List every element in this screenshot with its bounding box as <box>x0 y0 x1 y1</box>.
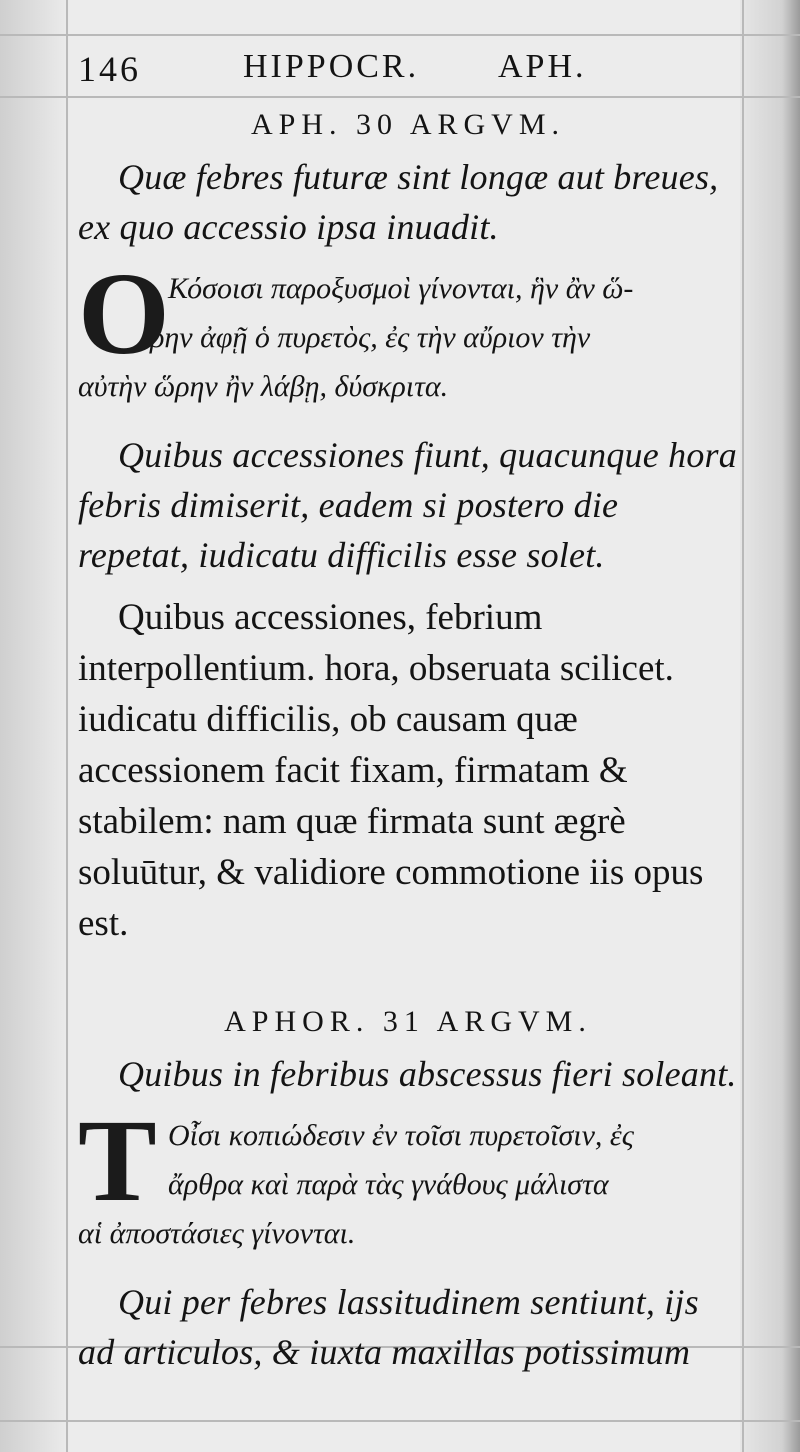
page-edge-shadow <box>740 0 800 1452</box>
aphorism-31-heading: APHOR. 31 ARGVM. <box>224 1005 592 1038</box>
greek-line: ρην ἀφῇ ὁ πυρετὸς, ἐς τὴν αὔριον τὴν <box>150 321 591 354</box>
aphorism-31-greek-text <box>78 1095 738 1259</box>
aphorism-30-commentary: Quibus accessiones, febrium interpollentium. hora, obseruata scilicet. iudicatu difficilis, ob causam quæ accessionem facit fixam, firmatam & stabilem: nam quæ firmata sunt ægrè soluūtur, & validiore commotione iis opus est. <box>78 597 704 944</box>
aphorism-31-latin-translation: Qui per febres lassitudinem sentiunt, ijs ad articulos, & iuxta maxillas potissimum <box>78 1282 699 1372</box>
greek-line: Οἶσι κοπιώδεσιν ἐν τοῖσι πυρετοῖσιν, ἐς <box>168 1119 634 1152</box>
gutter-shadow <box>0 0 70 1452</box>
greek-line: ἄρθρα καὶ παρὰ τὰς γνάθους μάλιστα <box>168 1168 609 1201</box>
page-number: 146 <box>78 49 141 89</box>
aphorism-30-greek-text <box>78 248 738 412</box>
aphorism-30-argument: Quæ febres futuræ sint longæ aut breues, ex quo accessio ipsa inuadit. <box>78 157 719 247</box>
aphorism-30-heading: APH. 30 ARGVM. <box>250 108 566 141</box>
text-block <box>78 40 738 1389</box>
aphorism-31-argument: Quibus in febribus abscessus fieri soleant. <box>118 1054 737 1094</box>
running-section: APH. <box>498 48 587 85</box>
greek-line: Κόσοισι παροξυσμοὶ γίνονται, ἣν ἂν ὥ- <box>168 272 634 305</box>
frame-rule-bottom-outer <box>0 1420 800 1422</box>
frame-rule-right <box>742 0 744 1452</box>
running-head <box>78 40 738 102</box>
greek-line: αὐτὴν ὥρην ἢν λάβῃ, δύσκριτα. <box>78 370 449 403</box>
frame-rule-top <box>0 34 800 36</box>
drop-cap-initial: T <box>78 1095 157 1226</box>
drop-cap-initial: O <box>78 248 170 379</box>
running-title: HIPPOCR. <box>243 48 420 85</box>
frame-rule-left <box>66 0 68 1452</box>
aphorism-30-latin-translation: Quibus accessiones fiunt, quacunque hora febris dimiserit, eadem si postero die repetat, iudicatu difficilis esse solet. <box>78 435 737 575</box>
greek-line: αἱ ἀποστάσιες γίνονται. <box>78 1217 356 1250</box>
